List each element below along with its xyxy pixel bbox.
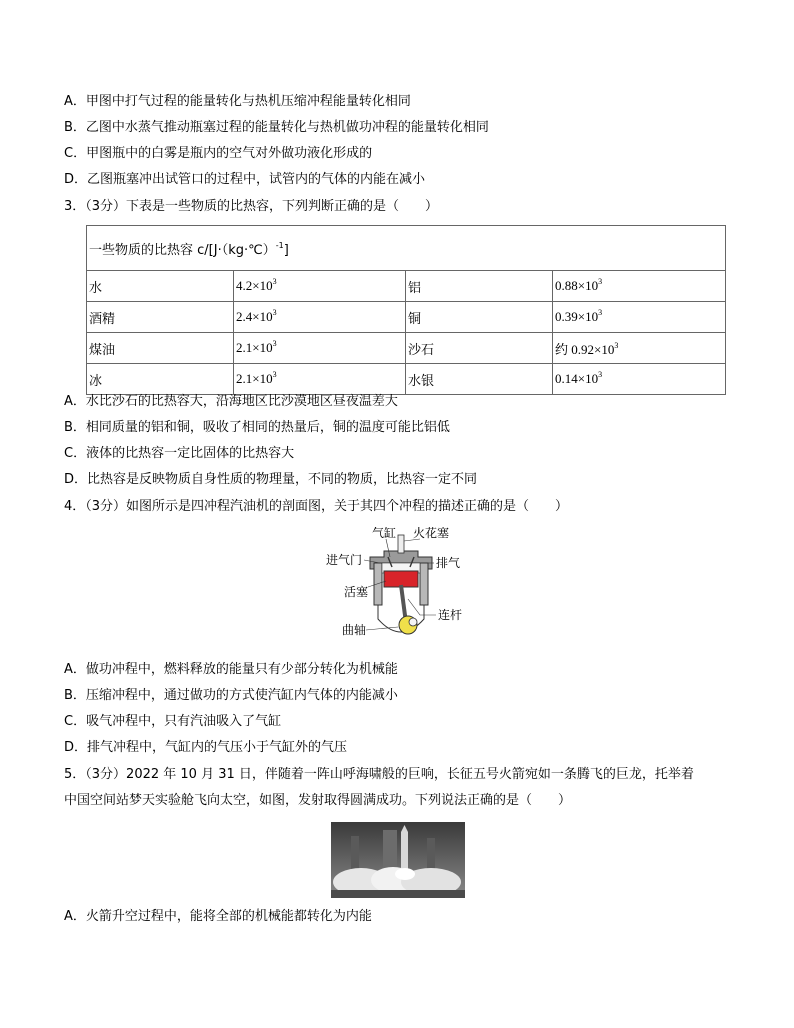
q3-option-d: D．比热容是反映物质自身性质的物理量，不同的物质，比热容一定不同 <box>64 472 478 487</box>
material-cell: 铝 <box>406 271 553 302</box>
label-spark-plug: 火花塞 <box>412 527 450 540</box>
value-cell: $0.39\times 10^3$ <box>553 302 726 333</box>
material-cell: 铜 <box>406 302 553 333</box>
q5-stem-line1: 5．（3分）2022 年 10 月 31 日，伴随着一阵山呼海啸般的巨响，长征五号火箭宛如一条腾飞的巨龙，托举着 <box>64 767 694 782</box>
label-connecting-rod: 连杆 <box>437 608 463 622</box>
q4-option-d: D．排气冲程中，气缸内的气压小于气缸外的气压 <box>64 740 348 755</box>
piston <box>384 571 418 587</box>
q4-option-c: C．吸气冲程中，只有汽油吸入了气缸 <box>64 714 282 729</box>
value-cell: $2.1\times 10^3$ <box>234 364 406 395</box>
label-piston: 活塞 <box>343 585 369 599</box>
q2-option-b: B．乙图中水蒸气推动瓶塞过程的能量转化与热机做功冲程的能量转化相同 <box>64 120 489 135</box>
material-cell: 水 <box>87 271 234 302</box>
q2-option-d: D．乙图瓶塞冲出试管口的过程中，试管内的气体的内能在减小 <box>64 172 426 187</box>
value-cell: $2.1\times 10^3$ <box>234 333 406 364</box>
material-cell: 水银 <box>406 364 553 395</box>
q3-stem: 3．（3分）下表是一些物质的比热容，下列判断正确的是（ ） <box>64 199 439 214</box>
specific-heat-table <box>86 225 726 395</box>
q4-option-b: B．压缩冲程中，通过做功的方式使汽缸内气体的内能减小 <box>64 688 398 703</box>
table-title: 一些物质的比热容 c/[J·（kg·℃）$^{-1}$] <box>87 226 726 271</box>
q2-option-c: C．甲图瓶中的白雾是瓶内的空气对外做功液化形成的 <box>64 146 373 161</box>
table-row <box>87 302 726 333</box>
q5-stem-line2: 中国空间站梦天实验舱飞向太空，如图，发射取得圆满成功。下列说法正确的是（ ） <box>64 793 572 808</box>
value-cell: $2.4\times 10^3$ <box>234 302 406 333</box>
q4-option-a: A．做功冲程中，燃料释放的能量只有少部分转化为机械能 <box>64 662 398 677</box>
q4-stem: 4．（3分）如图所示是四冲程汽油机的剖面图，关于其四个冲程的描述正确的是（ ） <box>64 499 569 514</box>
cylinder-wall-left <box>374 563 382 605</box>
table-row <box>87 364 726 395</box>
material-cell: 煤油 <box>87 333 234 364</box>
q3-option-c: C．液体的比热容一定比固体的比热容大 <box>64 446 295 461</box>
material-cell: 冰 <box>87 364 234 395</box>
material-cell: 酒精 <box>87 302 234 333</box>
q3-option-a: A．水比沙石的比热容大，沿海地区比沙漠地区昼夜温差大 <box>64 394 398 409</box>
table-row <box>87 271 726 302</box>
value-cell: $4.2\times 10^3$ <box>234 271 406 302</box>
spark-plug <box>398 535 404 553</box>
q5-option-a: A．火箭升空过程中，能将全部的机械能都转化为内能 <box>64 909 372 924</box>
q2-option-a: A．甲图中打气过程的能量转化与热机压缩冲程能量转化相同 <box>64 94 411 109</box>
label-crankshaft: 曲轴 <box>341 623 367 637</box>
table-row <box>87 333 726 364</box>
material-cell: 沙石 <box>406 333 553 364</box>
label-cylinder: 气缸 <box>371 527 397 540</box>
value-cell: $0.88\times 10^3$ <box>553 271 726 302</box>
value-cell: $0.14\times 10^3$ <box>553 364 726 395</box>
label-exhaust: 排气 <box>435 556 461 570</box>
rocket-launch-photo <box>331 822 465 898</box>
label-intake-valve: 进气门 <box>325 553 363 567</box>
q3-option-b: B．相同质量的铝和铜，吸收了相同的热量后，铜的温度可能比铝低 <box>64 420 450 435</box>
value-cell: 约 $0.92\times 10^3$ <box>553 333 726 364</box>
engine-cross-section-diagram <box>318 527 478 642</box>
cylinder-wall-right <box>420 563 428 605</box>
rocket <box>401 832 408 872</box>
